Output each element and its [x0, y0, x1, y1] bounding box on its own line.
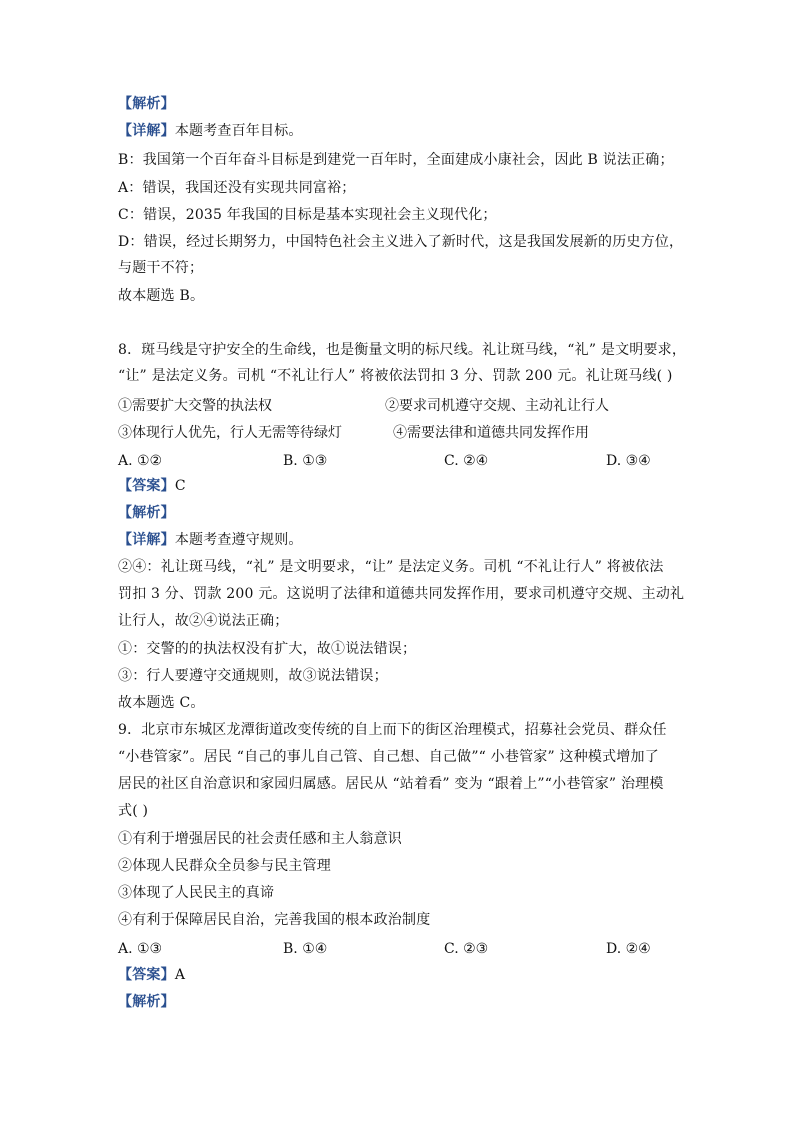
q7-detail-tag: 【详解】 [118, 123, 175, 139]
q8-line: ③：行人要遵守交通规则，故③说法错误； [118, 668, 388, 684]
q9-analysis-tag: 【解析】 [118, 994, 175, 1010]
q7-detail-text: 本题考查百年目标。 [174, 123, 303, 139]
q7-line: B：我国第一个百年奋斗目标是到建党一百年时，全面建成小康社会，因此 B 说法正确； [118, 152, 674, 168]
q8-detail-text: 本题考查遵守规则。 [174, 532, 303, 548]
q8-analysis-tag: 【解析】 [118, 505, 175, 521]
q9-answer-tag: 【答案】 [118, 967, 175, 983]
q8-choice-c: C. ②④ [444, 453, 489, 469]
q7-line: C：错误，2035 年我国的目标是基本实现社会主义现代化； [118, 207, 497, 223]
q9-stem-line: 式( ) [118, 803, 149, 819]
q8-detail-tag: 【详解】 [118, 532, 175, 548]
q8-choice-a: A. ①② [118, 453, 163, 469]
q8-statement: ③体现行人优先，行人无需等待绿灯 [118, 425, 342, 441]
q7-analysis-tag: 【解析】 [118, 96, 175, 112]
q8-detail [118, 530, 303, 550]
q9-choice-c: C. ②③ [444, 941, 489, 957]
q8-statement: ④需要法律和道德共同发挥作用 [393, 425, 589, 441]
q9-stem-line: 9．北京市东城区龙潭街道改变传统的自上而下的街区治理模式，招募社会党员、群众任 [118, 722, 667, 738]
q8-line: 故本题选 C。 [118, 695, 205, 711]
q9-choice-d: D. ②④ [606, 941, 651, 957]
q7-detail [118, 121, 303, 141]
q9-statement: ①有利于增强居民的社会责任感和主人翁意识 [118, 831, 402, 847]
q8-choice-d: D. ③④ [606, 453, 651, 469]
q9-statement: ②体现人民群众全员参与民主管理 [118, 858, 331, 874]
q8-stem-line: “让” 是法定义务。司机 “不礼让行人” 将被依法罚扣 3 分、罚款 200 元。礼让斑马线( ) [118, 368, 673, 384]
q8-answer-value: C [174, 478, 186, 494]
q8-choice-b: B. ①③ [283, 453, 328, 469]
q8-answer [118, 476, 186, 496]
q9-choice-a: A. ①③ [118, 941, 163, 957]
q7-line: 故本题选 B。 [118, 288, 205, 304]
q8-line: 罚扣 3 分、罚款 200 元。这说明了法律和道德共同发挥作用，要求司机遵守交规、主动礼 [118, 586, 685, 602]
q9-choice-b: B. ①④ [283, 941, 328, 957]
q8-line: 让行人，故②④说法正确； [118, 613, 289, 629]
q8-line: ②④：礼让斑马线，“礼” 是文明要求，“让” 是法定义务。司机 “不礼让行人” 将被依法 [118, 559, 664, 575]
q7-line: D：错误，经过长期努力，中国特色社会主义进入了新时代，这是我国发展新的历史方位， [118, 234, 684, 250]
q9-stem-line: “小巷管家”。居民 “自己的事儿自己管、自己想、自己做”“ 小巷管家” 这种模式增加了 [118, 749, 659, 765]
q8-answer-tag: 【答案】 [118, 478, 175, 494]
q9-stem-line: 居民的社区自治意识和家园归属感。居民从 “站着看” 变为 “跟着上”“小巷管家” 治理模 [118, 776, 664, 792]
q9-answer [118, 965, 185, 985]
q7-line: 与题干不符； [118, 260, 204, 276]
q8-statement: ①需要扩大交警的执法权 [118, 398, 272, 414]
q7-line: A：错误，我国还没有实现共同富裕； [118, 180, 356, 196]
q9-answer-value: A [174, 967, 186, 983]
q9-statement: ③体现了人民民主的真谛 [118, 885, 275, 901]
q8-statement: ②要求司机遵守交规、主动礼让行人 [385, 398, 609, 414]
q9-statement: ④有利于保障居民自治，完善我国的根本政治制度 [118, 912, 431, 928]
q8-line: ①：交警的的执法权没有扩大，故①说法错误； [118, 641, 417, 657]
q8-stem-line: 8．斑马线是守护安全的生命线，也是衡量文明的标尺线。礼让斑马线，“礼” 是文明要求， [118, 342, 687, 358]
